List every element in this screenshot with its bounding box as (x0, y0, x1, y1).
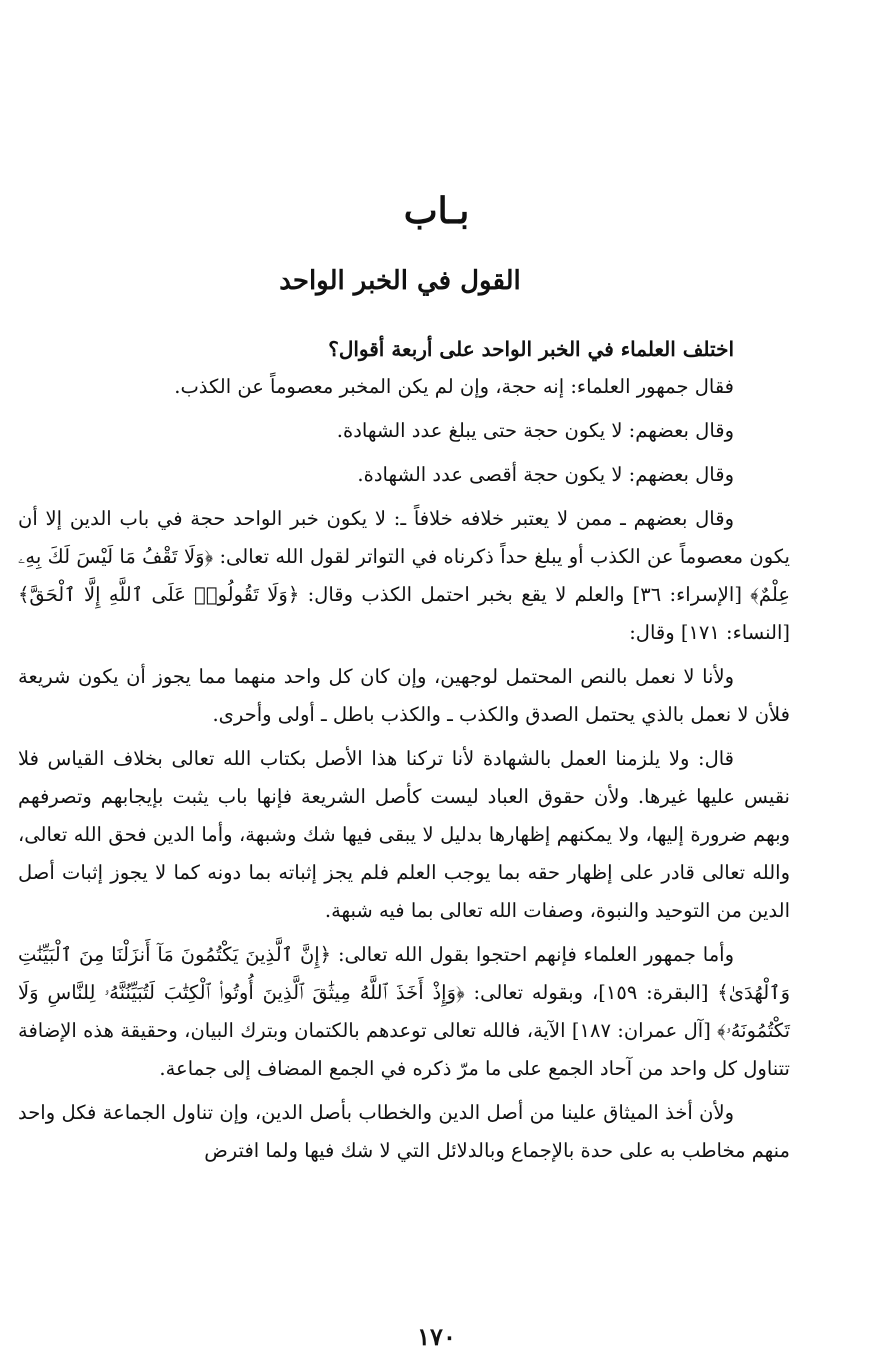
page-number: ١٧٠ (417, 1322, 456, 1351)
paragraph-3: وقال بعضهم: لا يكون حجة أقصى عدد الشهادة. (357, 463, 734, 486)
paragraph-2: وقال بعضهم: لا يكون حجة حتى يبلغ عدد الشهادة. (336, 419, 734, 442)
paragraph-5: ولأنا لا نعمل بالنص المحتمل لوجهين، وإن كان كل واحد منهما مما يجوز أن يكون شريعة فلأن لا نعمل بالذي يحتمل الصدق والكذب ـ والكذب باطل ـ أولى وأحرى. (18, 665, 790, 726)
section-title: القول في الخبر الواحد (279, 266, 521, 296)
question-heading: اختلف العلماء في الخبر الواحد على أربعة أقوال؟ (328, 337, 734, 361)
body-text (18, 330, 790, 1170)
paragraph-1: فقال جمهور العلماء: إنه حجة، وإن لم يكن المخبر معصوماً عن الكذب. (174, 375, 734, 398)
chapter-title: بـاب (403, 190, 470, 232)
paragraph-6: قال: ولا يلزمنا العمل بالشهادة لأنا تركنا هذا الأصل بكتاب الله تعالى بخلاف القياس فلا نقيس عليها غيرها. ولأن حقوق العباد ليست كأصل الشريعة فإنها باب يثبت بإيجابهم وتصرفهم وبهم ضرورة إليها، ولا يمكنهم إظهارها بدليل لا يبقى فيها شك وشبهة، وأما الدين فحق الله تعالى، والله تعالى قادر على إظهار حقه بما يوجب العلم فلم يجز إثباته بما دونه كما لا يجوز إثبات أصل الدين من التوحيد والنبوة، وصفات الله تعالى بما فيه شبهة. (18, 747, 790, 922)
paragraph-4: وقال بعضهم ـ ممن لا يعتبر خلافه خلافاً ـ: لا يكون خبر الواحد حجة في باب الدين إلا أن يكون معصوماً عن الكذب أو يبلغ حداً ذكرناه في التواتر لقول الله تعالى: ﴿وَلَا تَقْفُ مَا لَيْسَ لَكَ بِهِۦ عِلْمٌ﴾ [الإسراء: ٣٦] والعلم لا يقع بخبر احتمل الكذب وقال: ﴿وَلَا تَقُولُوا۟ عَلَى ٱللَّهِ إِلَّا ٱلْحَقَّ﴾ [النساء: ١٧١] وقال: (18, 507, 791, 644)
paragraph-8: ولأن أخذ الميثاق علينا من أصل الدين والخطاب بأصل الدين، وإن تناول الجماعة فكل واحد منهم مخاطب به على حدة بالإجماع وبالدلائل التي لا شك فيها ولما افترض (18, 1101, 790, 1162)
paragraph-7: وأما جمهور العلماء فإنهم احتجوا بقول الله تعالى: ﴿إِنَّ ٱلَّذِينَ يَكْتُمُونَ مَآ أَنزَلْنَا مِنَ ٱلْبَيِّنَٰتِ وَٱلْهُدَىٰ﴾ [البقرة: ١٥٩]، وبقوله تعالى: ﴿وَإِذْ أَخَذَ ٱللَّهُ مِيثَٰقَ ٱلَّذِينَ أُوتُوا۟ ٱلْكِتَٰبَ لَتُبَيِّنُنَّهُۥ لِلنَّاسِ وَلَا تَكْتُمُونَهُۥ﴾ [آل عمران: ١٨٧] الآية، فالله تعالى توعدهم بالكتمان وبترك البيان، وحقيقة هذه الإضافة تتناول كل واحد من آحاد الجمع على ما مرّ ذكره في الجمع المضاف إلى جماعة. (18, 943, 790, 1080)
